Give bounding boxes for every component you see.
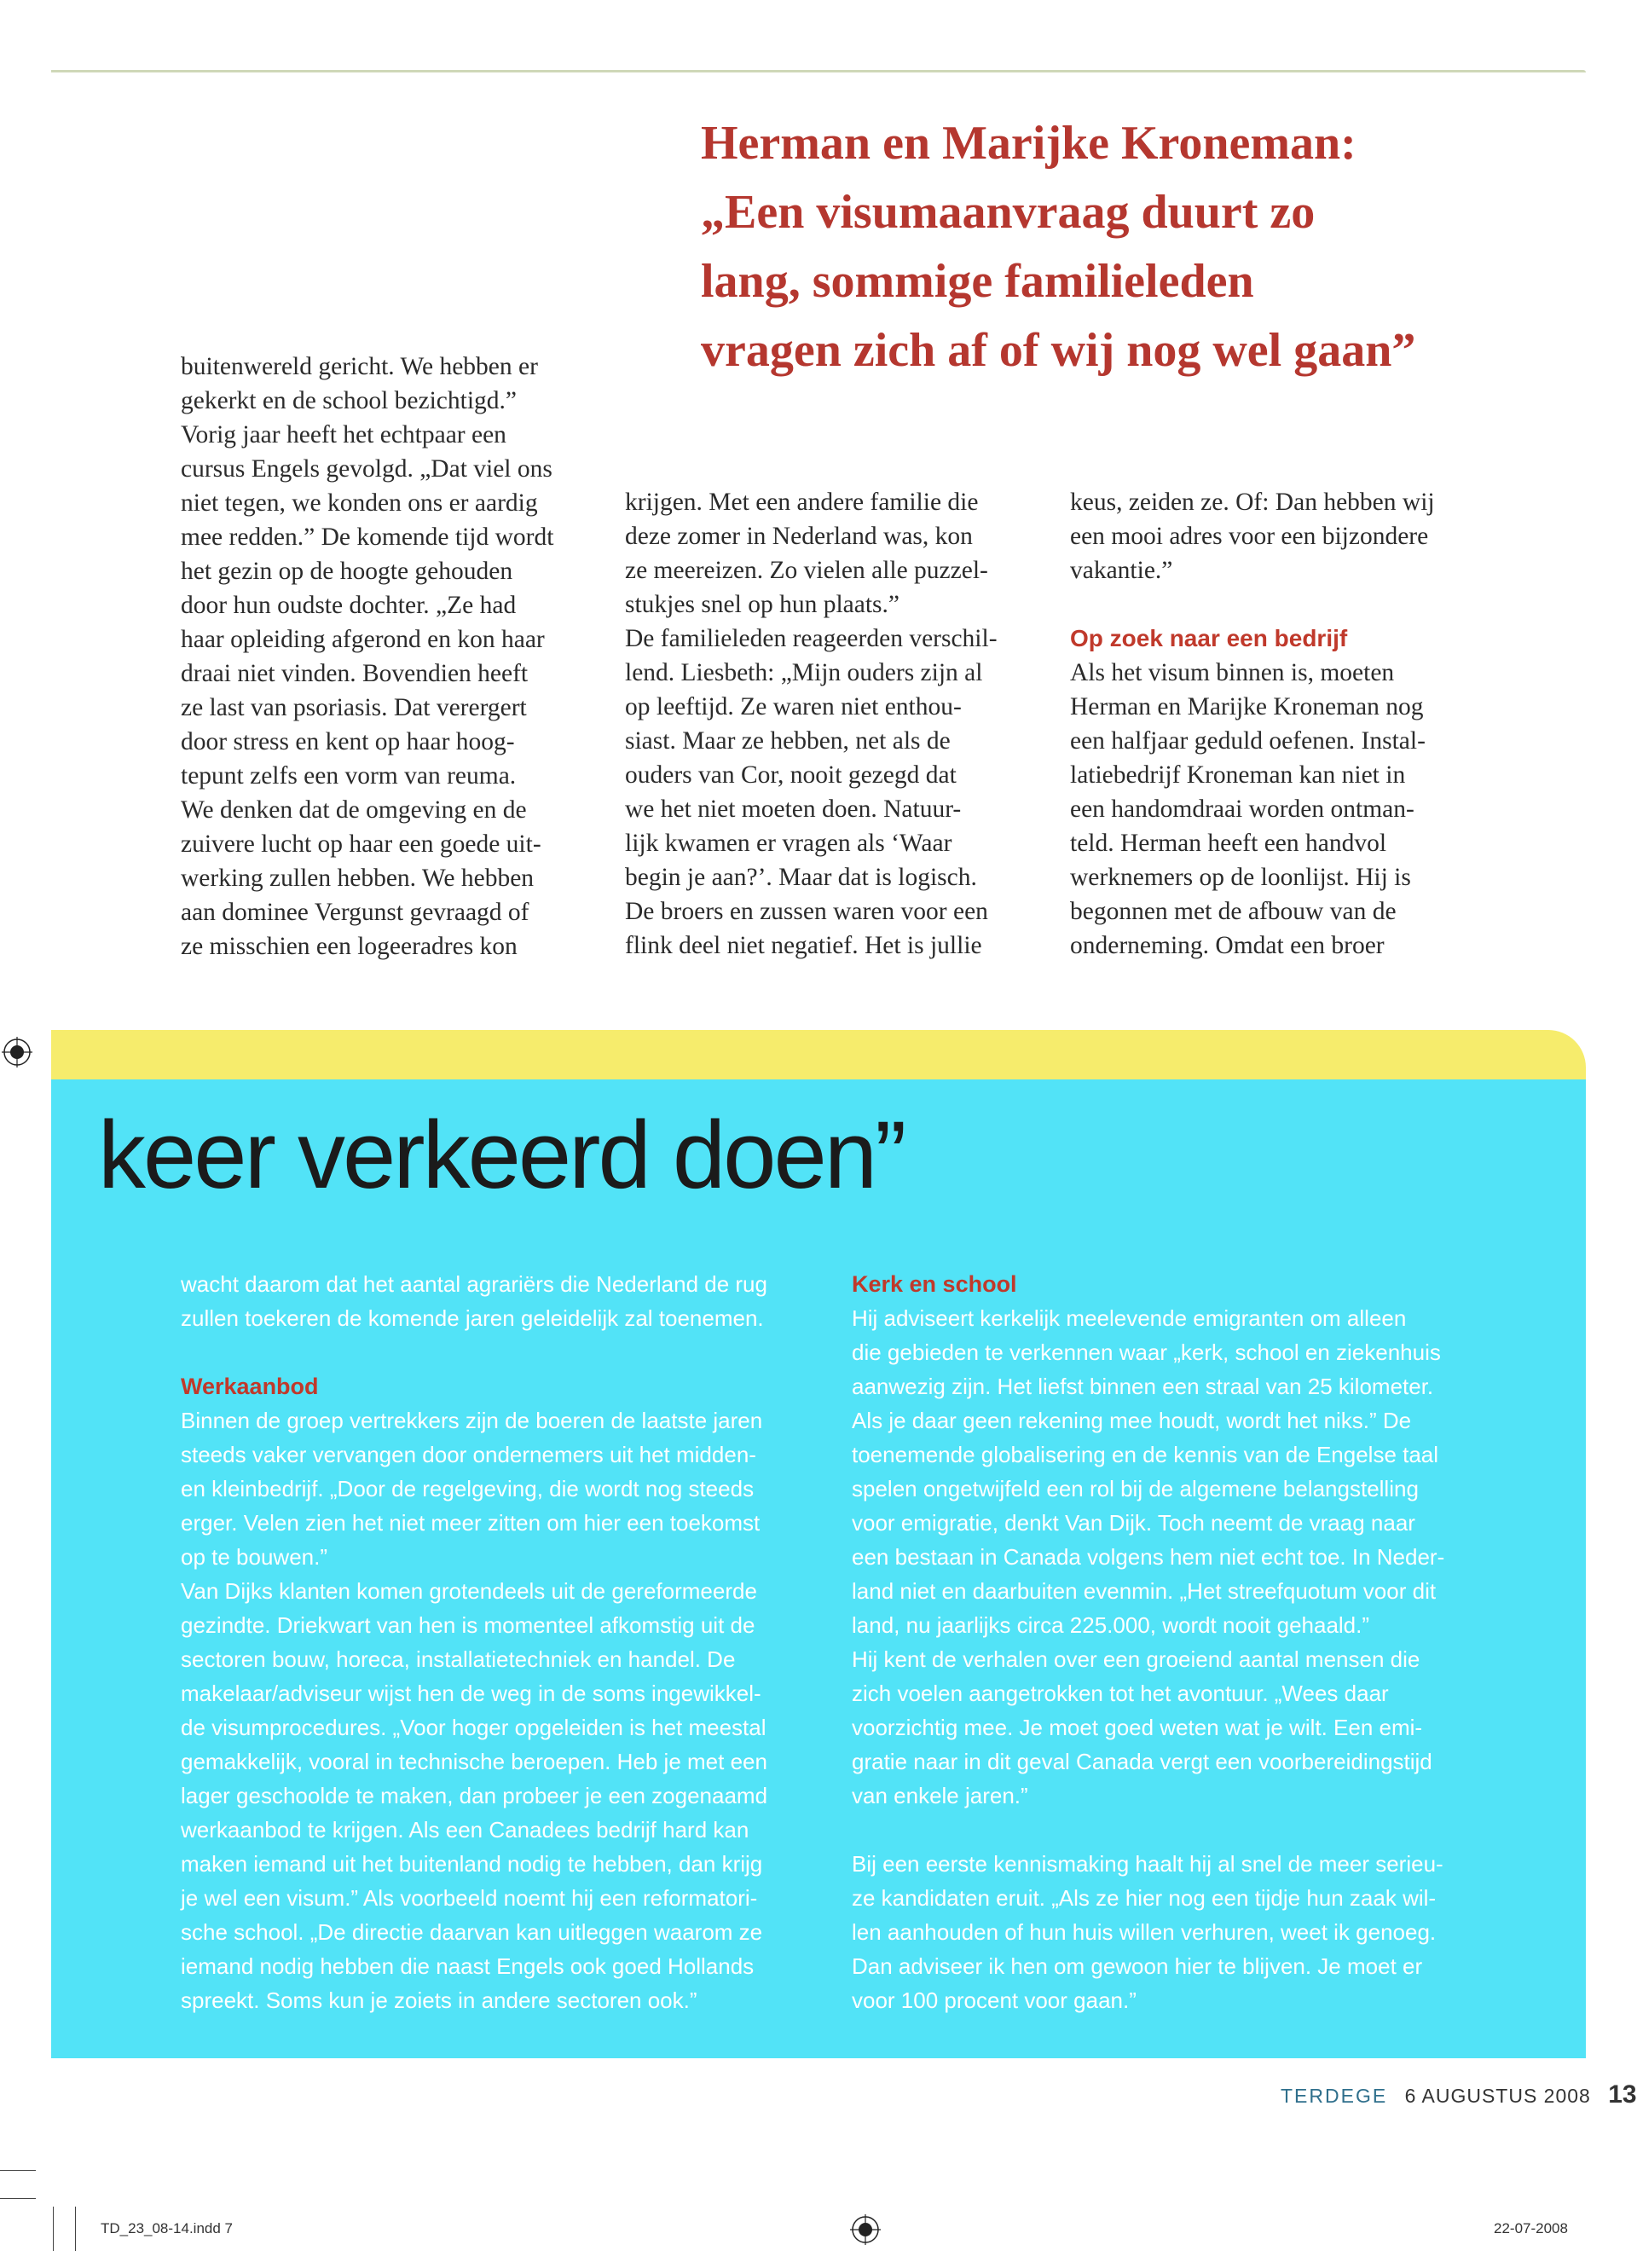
subheading-kerk-en-school: Kerk en school [852, 1271, 1017, 1297]
text-line: ze last van psoriasis. Dat verergert [181, 694, 527, 721]
text-line: begin je aan?’. Maar dat is logisch. [625, 864, 977, 891]
text-line: stukjes snel op hun plaats.” [625, 591, 899, 618]
text-line: Als je daar geen rekening mee houdt, wordt het niks.” De [852, 1408, 1412, 1433]
box-headline: keer verkeerd doen” [98, 1102, 905, 1208]
page-number: 13 [1608, 2080, 1637, 2109]
text-line: keus, zeiden ze. Of: Dan hebben wij [1070, 489, 1435, 516]
text-line: lend. Liesbeth: „Mijn ouders zijn al [625, 659, 983, 686]
text-line: Bij een eerste kennismaking haalt hij al snel de meer serieu- [852, 1851, 1443, 1877]
text-line: aan dominee Vergunst gevraagd of [181, 899, 529, 926]
text-line: teld. Herman heeft een handvol [1070, 830, 1387, 857]
text-line: buitenwereld gericht. We hebben er [181, 353, 538, 380]
text-line: werkaanbod te krijgen. Als een Canadees bedrijf hard kan [181, 1817, 749, 1843]
text-line: je wel een visum.” Als voorbeeld noemt hij een reformatori- [181, 1885, 758, 1911]
text-line: land, nu jaarlijks circa 225.000, wordt nooit gehaald.” [852, 1612, 1370, 1638]
text-line: werking zullen hebben. We hebben [181, 865, 535, 892]
text-line: makelaar/adviseur wijst hen de weg in de soms ingewikkel- [181, 1681, 761, 1706]
text-line: door stress en kent op haar hoog- [181, 728, 515, 755]
text-line: een halfjaar geduld oefenen. Instal- [1070, 727, 1426, 755]
text-line: ze kandidaten eruit. „Als ze hier nog een tijdje hun zaak wil- [852, 1885, 1437, 1911]
box-left-text-b [181, 1403, 767, 2017]
text-line: lijk kwamen er vragen als ‘Waar [625, 830, 952, 857]
text-line: draai niet vinden. Bovendien heeft [181, 660, 529, 687]
text-line: van enkele jaren.” [852, 1783, 1028, 1808]
pull-quote [701, 109, 1545, 385]
text-line: De broers en zussen waren voor een [625, 898, 988, 925]
column3-text-a [1070, 485, 1435, 587]
top-rule [51, 70, 1586, 72]
subheading-werkaanbod: Werkaanbod [181, 1374, 319, 1399]
page-footer [1281, 2080, 1637, 2109]
pull-quote-line: Herman en Marijke Kroneman: [701, 117, 1356, 170]
text-line: die gebieden te verkennen waar „kerk, school en ziekenhuis [852, 1339, 1441, 1365]
text-line: wacht daarom dat het aantal agrariërs die Nederland de rug [181, 1271, 767, 1297]
crop-mark [75, 2207, 76, 2251]
pull-quote-line: lang, sommige familieleden [701, 255, 1254, 308]
text-line: Vorig jaar heeft het echtpaar een [181, 421, 506, 448]
text-line: een mooi adres voor een bijzondere [1070, 523, 1429, 550]
text-line: zullen toekeren de komende jaren geleidelijk zal toenemen. [181, 1305, 764, 1331]
text-line: ouders van Cor, nooit gezegd dat [625, 761, 957, 789]
box-right-text-a [852, 1301, 1444, 1813]
text-line: ze misschien een logeeradres kon [181, 933, 518, 960]
text-line: spelen ongetwijfeld een rol bij de algemene belangstelling [852, 1476, 1419, 1501]
text-line: door hun oudste dochter. „Ze had [181, 592, 517, 619]
crop-mark [0, 2198, 36, 2199]
text-line: sche school. „De directie daarvan kan uitleggen waarom ze [181, 1919, 763, 1945]
text-line: een bestaan in Canada volgens hem niet echt toe. In Neder- [852, 1544, 1445, 1570]
text-line: Als het visum binnen is, moeten [1070, 659, 1395, 686]
text-line: werknemers op de loonlijst. Hij is [1070, 864, 1411, 891]
slug-filename: TD_23_08-14.indd 7 [101, 2220, 234, 2236]
yellow-band [51, 1030, 1586, 1081]
text-line: zuivere lucht op haar een goede uit- [181, 830, 541, 858]
text-line: gekerkt en de school bezichtigd.” [181, 387, 518, 414]
text-line: Hij kent de verhalen over een groeiend aantal mensen die [852, 1646, 1420, 1672]
text-line: mee redden.” De komende tijd wordt [181, 524, 554, 551]
article-column-3 [1070, 485, 1435, 963]
text-line: onderneming. Omdat een broer [1070, 932, 1385, 959]
text-line: en kleinbedrijf. „Door de regelgeving, die wordt nog steeds [181, 1476, 755, 1501]
text-line: land niet en daarbuiten evenmin. „Het streefquotum voor dit [852, 1578, 1437, 1604]
text-line: krijgen. Met een andere familie die [625, 489, 979, 516]
paragraph-gap [1070, 587, 1435, 622]
box-left-text-a [181, 1267, 767, 1335]
text-line: cursus Engels gevolgd. „Dat viel ons [181, 455, 552, 483]
text-line: maken iemand uit het buitenland nodig te hebben, dan krijg [181, 1851, 763, 1877]
text-line: deze zomer in Nederland was, kon [625, 523, 973, 550]
magazine-name: TERDEGE [1281, 2085, 1388, 2107]
text-line: iemand nodig hebben die naast Engels ook goed Hollands [181, 1953, 755, 1979]
text-line: aanwezig zijn. Het liefst binnen een straal van 25 kilometer. [852, 1374, 1434, 1399]
slug-date: 22-07-2008 [1494, 2220, 1568, 2236]
text-line: steeds vaker vervangen door ondernemers uit het midden- [181, 1442, 756, 1467]
text-line: lager geschoolde te maken, dan probeer je een zogenaamd [181, 1783, 768, 1808]
text-line: gezindte. Driekwart van hen is momenteel afkomstig uit de [181, 1612, 755, 1638]
text-line: siast. Maar ze hebben, net als de [625, 727, 951, 755]
text-line: ze meereizen. Zo vielen alle puzzel- [625, 557, 988, 584]
text-line: voor emigratie, denkt Van Dijk. Toch neemt de vraag naar [852, 1510, 1415, 1536]
box-right-text-b [852, 1847, 1444, 2017]
article-column-2 [625, 485, 998, 963]
box-column-right [852, 1267, 1444, 2017]
registration-mark-icon [2, 1037, 32, 1067]
text-line: toenemende globalisering en de kennis van de Engelse taal [852, 1442, 1439, 1467]
text-line: Hij adviseert kerkelijk meelevende emigranten om alleen [852, 1305, 1407, 1331]
text-line: vakantie.” [1070, 557, 1173, 584]
text-line: op leeftijd. Ze waren niet enthou- [625, 693, 962, 720]
column3-text-b [1070, 656, 1435, 963]
crop-mark [53, 2207, 54, 2251]
text-line: begonnen met de afbouw van de [1070, 898, 1397, 925]
paragraph-gap [181, 1335, 767, 1369]
text-line: voor 100 procent voor gaan.” [852, 1987, 1137, 2013]
text-line: flink deel niet negatief. Het is jullie [625, 932, 982, 959]
text-line: tepunt zelfs een vorm van reuma. [181, 762, 517, 790]
subheading-op-zoek: Op zoek naar een bedrijf [1070, 625, 1348, 651]
crop-mark [0, 2170, 36, 2171]
text-line: spreekt. Soms kun je zoiets in andere sectoren ook.” [181, 1987, 697, 2013]
text-line: op te bouwen.” [181, 1544, 328, 1570]
text-line: niet tegen, we konden ons er aardig [181, 489, 538, 517]
text-line: we het niet moeten doen. Natuur- [625, 796, 962, 823]
text-line: zich voelen aangetrokken tot het avontuur. „Wees daar [852, 1681, 1389, 1706]
text-line: De familieleden reageerden verschil- [625, 625, 998, 652]
pull-quote-line: „Een visumaanvraag duurt zo [701, 186, 1316, 239]
text-line: latiebedrijf Kroneman kan niet in [1070, 761, 1406, 789]
box-column-left [181, 1267, 767, 2017]
text-line: len aanhouden of hun huis willen verhuren, weet ik genoeg. [852, 1919, 1437, 1945]
text-line: Binnen de groep vertrekkers zijn de boeren de laatste jaren [181, 1408, 763, 1433]
pull-quote-line: vragen zich af of wij nog wel gaan” [701, 324, 1416, 377]
text-line: een handomdraai worden ontman- [1070, 796, 1414, 823]
text-line: Van Dijks klanten komen grotendeels uit de gereformeerde [181, 1578, 757, 1604]
paragraph-gap [852, 1813, 1444, 1847]
registration-mark-icon [850, 2214, 881, 2245]
text-line: het gezin op de hoogte gehouden [181, 558, 513, 585]
text-line: Herman en Marijke Kroneman nog [1070, 693, 1424, 720]
text-line: de visumprocedures. „Voor hoger opgeleiden is het meestal [181, 1715, 766, 1740]
text-line: Dan adviseer ik hen om gewoon hier te blijven. Je moet er [852, 1953, 1423, 1979]
text-line: gratie naar in dit geval Canada vergt een voorbereidingstijd [852, 1749, 1432, 1774]
text-line: We denken dat de omgeving en de [181, 796, 527, 824]
text-line: haar opleiding afgerond en kon haar [181, 626, 545, 653]
issue-date: 6 AUGUSTUS 2008 [1404, 2085, 1591, 2107]
text-line: sectoren bouw, horeca, installatietechniek en handel. De [181, 1646, 736, 1672]
text-line: gemakkelijk, vooral in technische beroepen. Heb je met een [181, 1749, 767, 1774]
article-column-1 [181, 350, 553, 963]
text-line: erger. Velen zien het niet meer zitten om hier een toekomst [181, 1510, 761, 1536]
text-line: voorzichtig mee. Je moet goed weten wat je wilt. Een emi- [852, 1715, 1423, 1740]
